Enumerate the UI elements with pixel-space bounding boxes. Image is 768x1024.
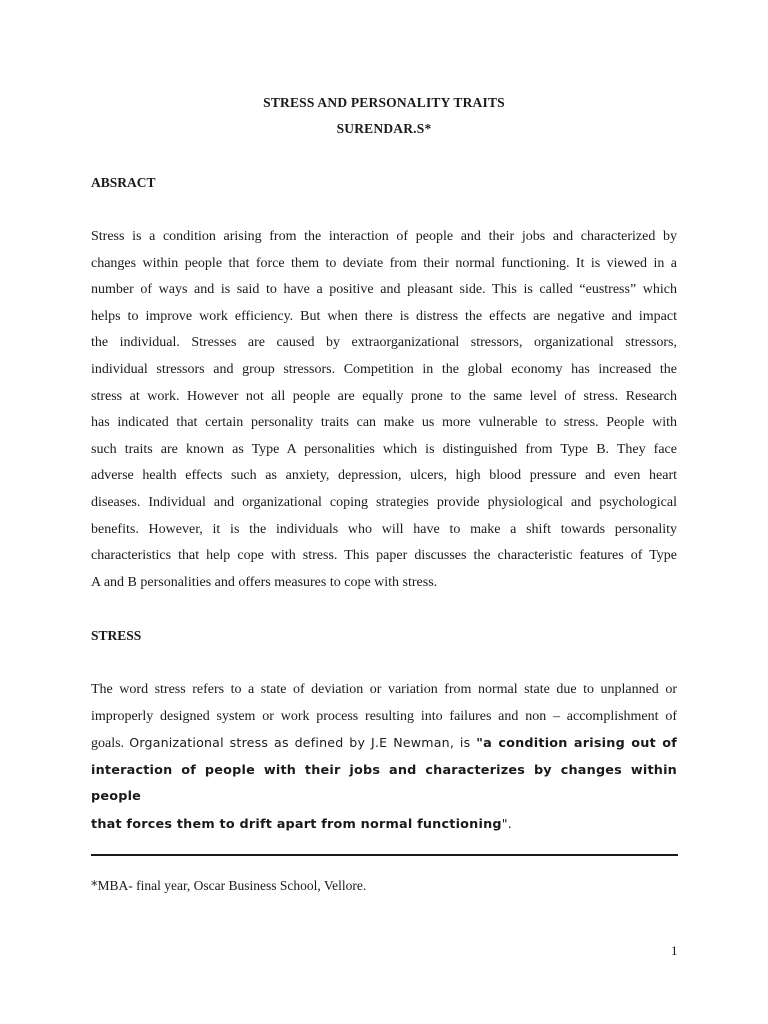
page-number: 1 (671, 943, 678, 958)
abstract-line: helps to improve work efficiency. But when there is distress the effects are negative and impact (91, 308, 677, 324)
stress-text-sans: Organizational stress as defined by J.E Newman, is (129, 735, 477, 750)
footnote-text: MBA- final year, Oscar Business School, Vellore. (97, 878, 367, 893)
stress-heading: STRESS (91, 628, 142, 643)
abstract-paragraph (91, 224, 677, 596)
abstract-line: individual stressors and group stressors. Competition in the global economy has increased the (91, 361, 677, 377)
footnote (91, 878, 366, 894)
stress-line: improperly designed system or work process resulting into failures and non – accomplishment of (91, 708, 677, 724)
newman-quote-start: "a condition arising out of (476, 736, 677, 751)
abstract-line: the individual. Stresses are caused by extraorganizational stressors, organizational stressors, (91, 335, 677, 351)
abstract-line: A and B personalities and offers measures to cope with stress. (91, 574, 438, 590)
footnote-marker: * (91, 879, 98, 894)
footnote-separator (91, 854, 678, 856)
stress-text-serif: goals. (91, 736, 130, 751)
abstract-line: diseases. Individual and organizational coping strategies provide physiological and psychological (91, 494, 677, 510)
quote-close: ". (501, 815, 512, 831)
paper-title: STRESS AND PERSONALITY TRAITS (263, 95, 505, 110)
newman-quote-end-line (91, 811, 677, 839)
abstract-line: number of ways and is said to have a positive and pleasant side. This is called “eustress” which (91, 282, 677, 298)
abstract-line: Stress is a condition arising from the interaction of people and their jobs and characterized by (91, 229, 677, 244)
abstract-line: such traits are known as Type A personalities which is distinguished from Type B. They face (91, 441, 677, 457)
abstract-heading: ABSRACT (91, 175, 156, 190)
abstract-line: changes within people that force them to deviate from their normal functioning. It is viewed in a (91, 255, 677, 271)
stress-line-mixed (91, 730, 677, 758)
abstract-line: characteristics that help cope with stress. This paper discusses the characteristic features of Type (91, 548, 677, 564)
newman-quote-end: that forces them to drift apart from normal functioning (91, 816, 502, 832)
abstract-line: stress at work. However not all people are equally prone to the same level of stress. Research (91, 388, 677, 404)
stress-line: The word stress refers to a state of deviation or variation from normal state due to unplanned or (91, 682, 677, 697)
abstract-line: adverse health effects such as anxiety, depression, ulcers, high blood pressure and even heart (91, 468, 677, 484)
abstract-line: has indicated that certain personality traits can make us more vulnerable to stress. People with (91, 415, 677, 431)
author-name: SURENDAR.S* (336, 121, 432, 136)
newman-quote-line: interaction of people with their jobs and characterizes by changes within people (91, 762, 677, 804)
stress-paragraph (91, 677, 677, 838)
abstract-line: benefits. However, it is the individuals who will have to make a shift towards personality (91, 521, 677, 537)
